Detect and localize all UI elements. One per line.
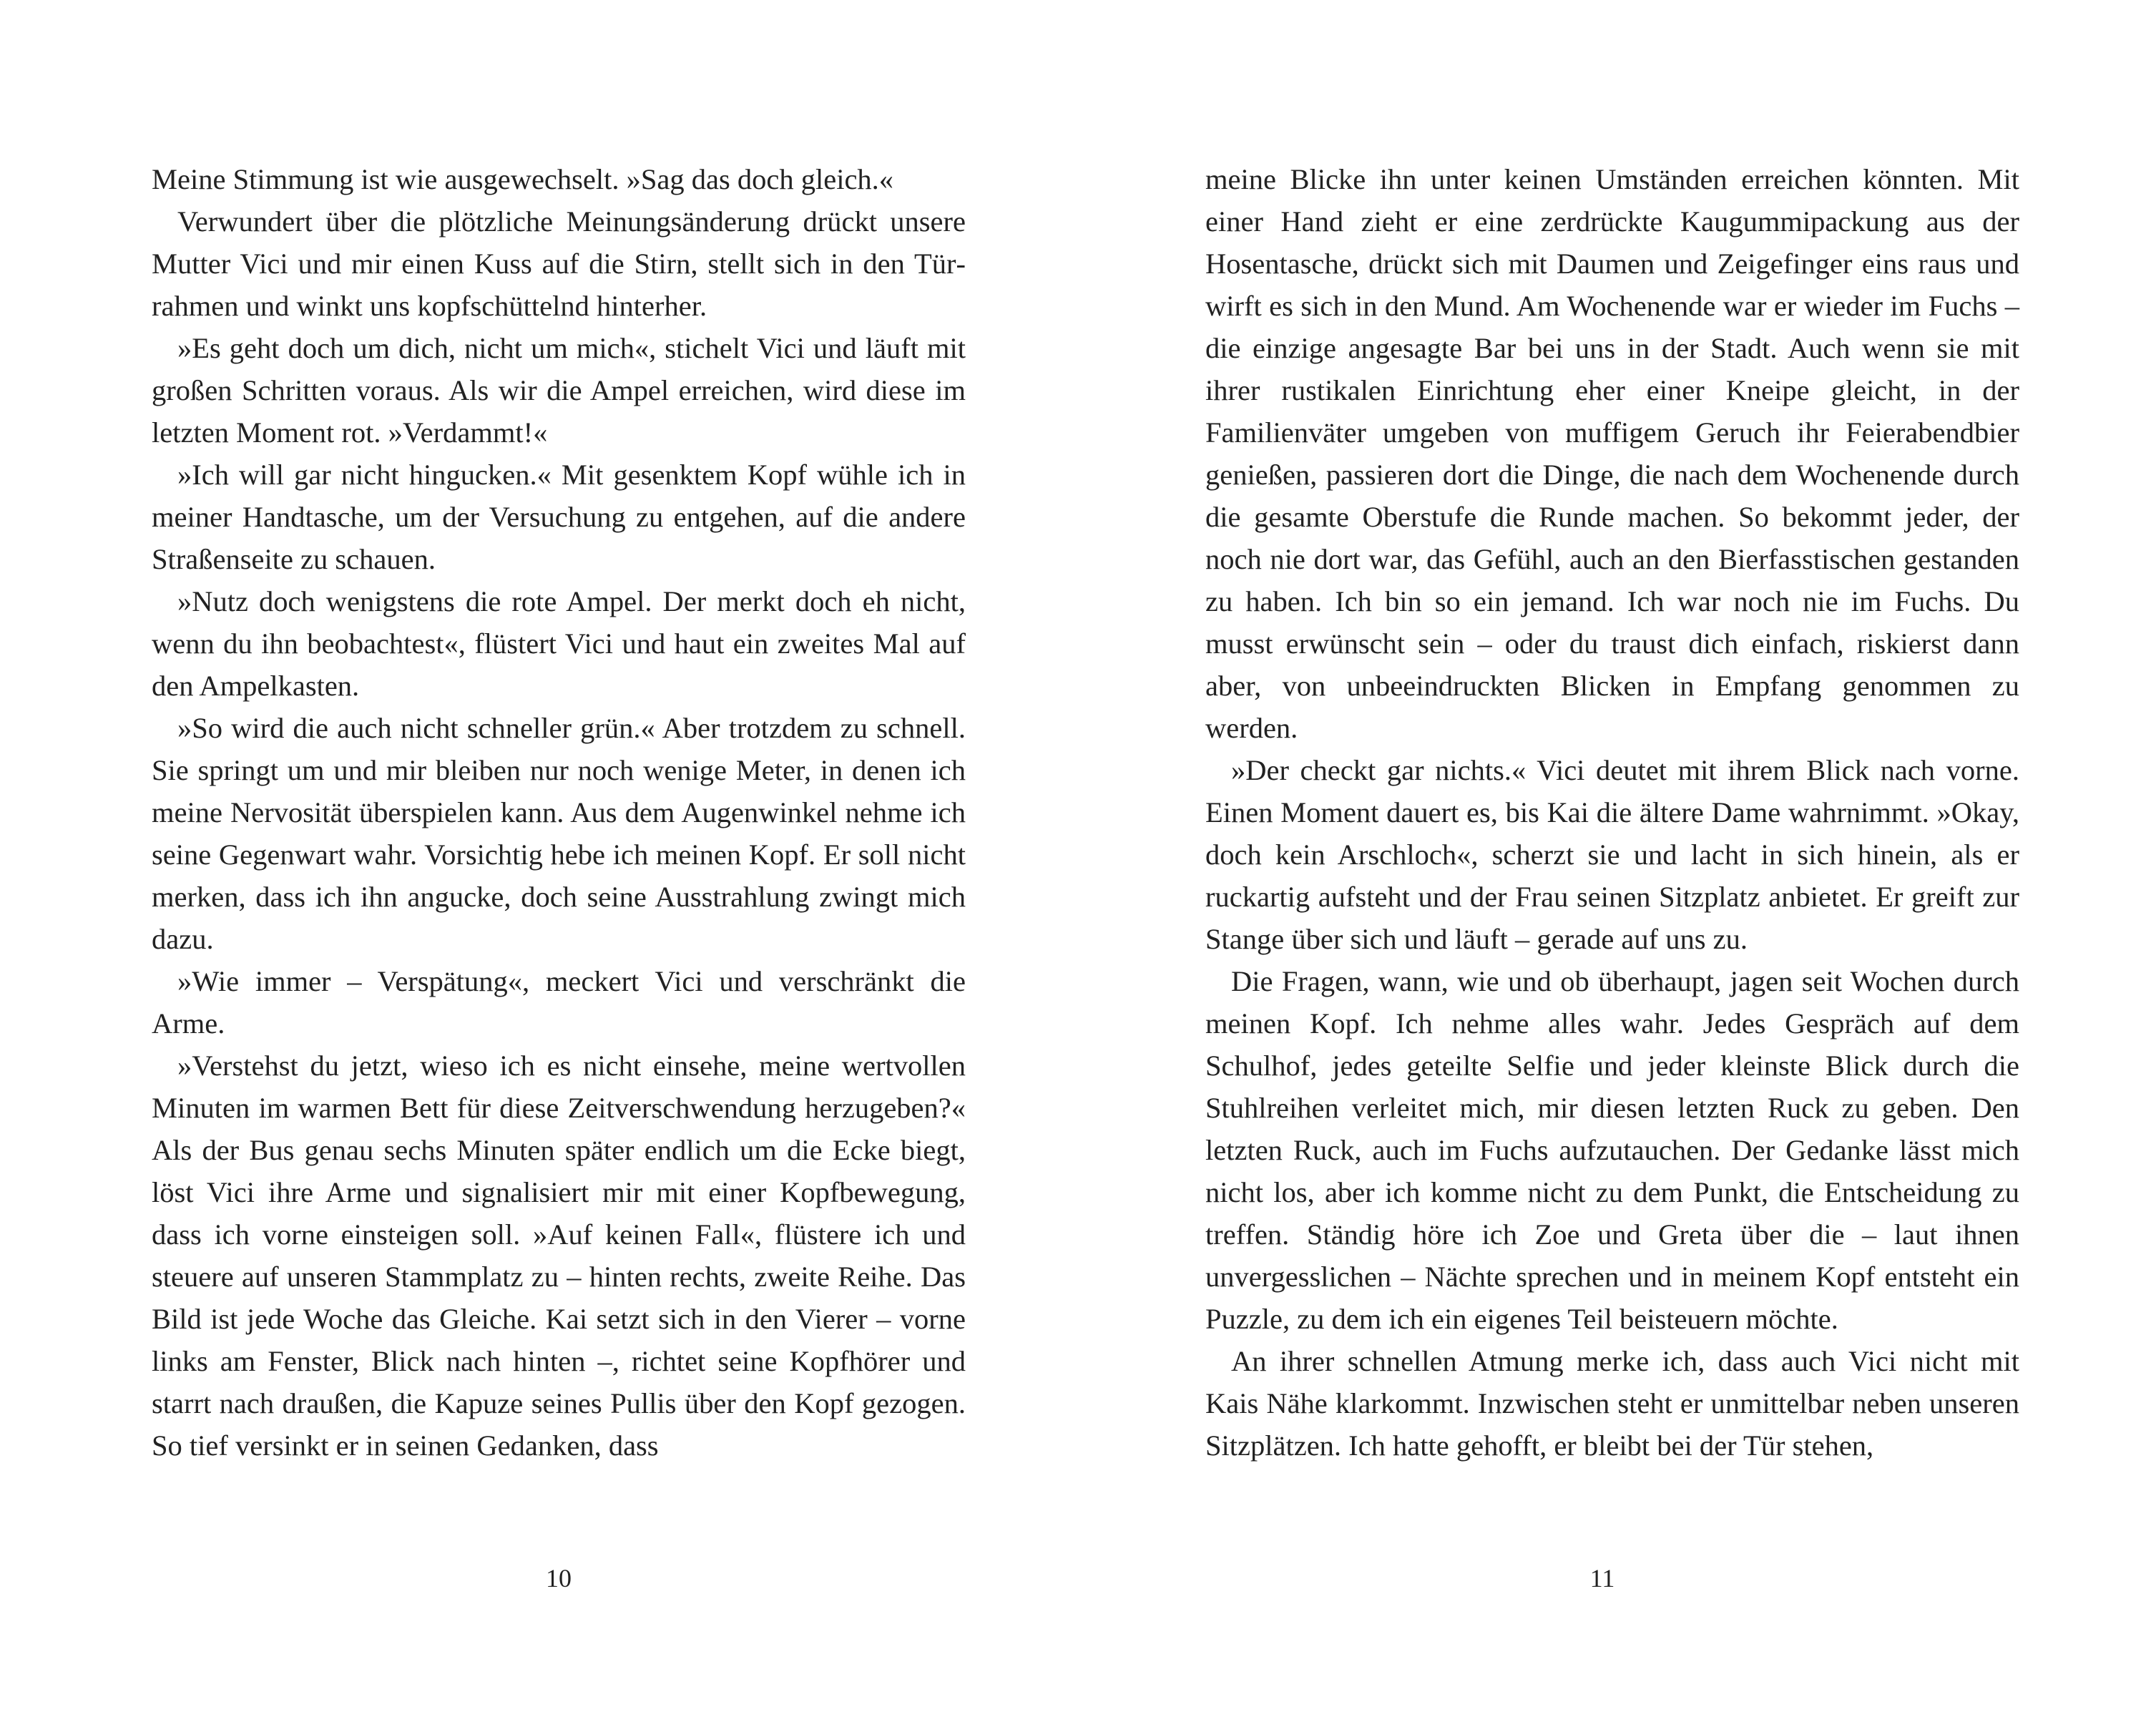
- page-number: 10: [546, 1564, 572, 1593]
- right-page-text: [1205, 158, 2019, 1467]
- paragraph: »Nutz doch wenigstens die rote Ampel. Der merkt doch eh nicht, wenn du ihn beobachtest«, flüstert Vici und haut ein zweites Mal auf den Ampelkasten.: [152, 585, 966, 702]
- paragraph: »Ich will gar nicht hingucken.« Mit gesenktem Kopf wühle ich in meiner Handtasche, um der Versuchung zu entgehen, auf die andere Straßenseite zu schauen.: [152, 459, 966, 575]
- paragraph: meine Blicke ihn unter keinen Umständen erreichen könnten. Mit einer Hand zieht er eine zerdrückte Kaugummipackung aus der Hosentasche, drückt sich mit Daumen und Zeigefinger eins raus und wirft es sich in den Mund. Am Wochenende war er wieder im Fuchs – die einzige angesagte Bar bei uns in der Stadt. Auch wenn sie mit ihrer rustikalen Einrichtung eher einer Kneipe gleicht, in der Familienväter umgeben von muffigem Geruch ihr Feierabendbier genießen, passieren dort die Dinge, die nach dem Wochenende durch die gesamte Oberstufe die Runde machen. So bekommt jeder, der noch nie dort war, das Gefühl, auch an den Bierfasstischen gestanden zu haben. Ich bin so ein jemand. Ich war noch nie im Fuchs. Du musst erwünscht sein – oder du traust dich einfach, riskierst dann aber, von unbeeindruckten Blicken in Empfang genommen zu werden.: [1205, 163, 2019, 744]
- page-number: 11: [1589, 1564, 1615, 1593]
- paragraph: Meine Stimmung ist wie ausgewechselt. »Sag das doch gleich.«: [152, 163, 894, 195]
- left-page-text: [152, 158, 966, 1467]
- right-page: [1078, 0, 2156, 1717]
- paragraph: »So wird die auch nicht schneller grün.« Aber trotzdem zu schnell. Sie springt um und mir bleiben nur noch wenige Meter, in denen ich meine Nervosität überspielen kann. Aus dem Augenwinkel nehme ich seine Gegenwart wahr. Vorsichtig hebe ich meinen Kopf. Er soll nicht merken, dass ich ihn angucke, doch seine Ausstrahlung zwingt mich dazu.: [152, 712, 966, 955]
- paragraph: Die Fragen, wann, wie und ob überhaupt, jagen seit Wochen durch meinen Kopf. Ich nehme alles wahr. Jedes Gespräch auf dem Schulhof, jedes geteilte Selfie und jeder kleinste Blick durch die Stuhlreihen verleitet mich, mir diesen letzten Ruck zu geben. Den letzten Ruck, auch im Fuchs aufzutauchen. Der Gedanke lässt mich nicht los, aber ich komme nicht zu dem Punkt, die Entscheidung zu treffen. Ständig höre ich Zoe und Greta über die – laut ihnen unvergesslichen – Nächte sprechen und in meinem Kopf entsteht ein Puzzle, zu dem ich ein eigenes Teil beisteuern möchte.: [1205, 965, 2019, 1335]
- paragraph: Verwundert über die plötzliche Meinungsänderung drückt unsere Mutter Vici und mir einen Kuss auf die Stirn, stellt sich in den Türrahmen und winkt uns kopfschüttelnd hinterher.: [152, 205, 966, 322]
- paragraph: »Es geht doch um dich, nicht um mich«, stichelt Vici und läuft mit großen Schritten voraus. Als wir die Ampel erreichen, wird diese im letzten Moment rot. »Verdammt!«: [152, 332, 966, 449]
- paragraph: »Der checkt gar nichts.« Vici deutet mit ihrem Blick nach vorne. Einen Moment dauert es, bis Kai die ältere Dame wahrnimmt. »Okay, doch kein Arschloch«, scherzt sie und lacht in sich hinein, als er ruckartig aufsteht und der Frau seinen Sitzplatz anbietet. Er greift zur Stange über sich und läuft – gerade auf uns zu.: [1205, 754, 2019, 955]
- paragraph: »Verstehst du jetzt, wieso ich es nicht einsehe, meine wertvollen Minuten im warmen Bett für diese Zeitverschwendung herzugeben?« Als der Bus genau sechs Minuten später endlich um die Ecke biegt, löst Vici ihre Arme und signalisiert mir mit einer Kopfbewegung, dass ich vorne einsteigen soll. »Auf keinen Fall«, flüstere ich und steuere auf unseren Stammplatz zu – hinten rechts, zweite Reihe. Das Bild ist jede Woche das Gleiche. Kai setzt sich in den Vierer – vorne links am Fenster, Blick nach hinten –, richtet seine Kopfhörer und starrt nach draußen, die Kapuze seines Pullis über den Kopf gezogen. So tief versinkt er in seinen Gedanken, dass: [152, 1050, 966, 1462]
- paragraph: An ihrer schnellen Atmung merke ich, dass auch Vici nicht mit Kais Nähe klarkommt. Inzwischen steht er unmittelbar neben unseren Sitzplätzen. Ich hatte gehofft, er bleibt bei der Tür stehen,: [1205, 1345, 2019, 1462]
- paragraph: »Wie immer – Verspätung«, meckert Vici und verschränkt die Arme.: [152, 965, 966, 1040]
